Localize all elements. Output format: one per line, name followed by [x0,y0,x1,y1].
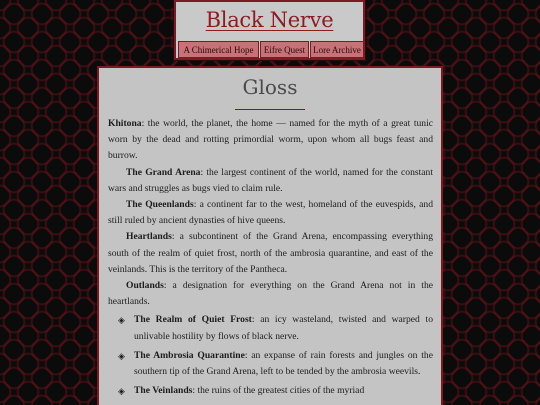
gloss-term: Khitona [108,118,142,129]
site-header [174,0,365,60]
nav-link-lore-archive[interactable]: Lore Archive [310,41,364,58]
page-title: Gloss [242,75,298,99]
gloss-entry-grand-arena [108,165,433,197]
gloss-term: Heartlands [126,231,172,243]
gloss-content [99,116,441,399]
nav-link-eifre-quest[interactable]: Eifre Quest [260,41,309,58]
list-item [118,348,433,380]
gloss-term: The Ambrosia Quarantine [134,349,245,361]
gloss-entry-khitona [108,116,433,165]
gloss-definition: : a continent far to the west, homeland of the euvespids, and still ruled by ancient dynasties of hive queens. [108,199,433,227]
gloss-definition: : the largest continent of the world, named for the constant wars and struggles as bugs vied to claim rule. [108,166,433,194]
gloss-definition: : an icy wasteland, twisted and warped to unlivable hostility by flows of black nerve. [134,314,433,342]
list-item [118,383,433,399]
gloss-definition: : a subcontinent of the Grand Arena, encompassing everything south of the realm of quiet frost, north of the ambrosia quarantine, and east of the veinlands. This is the territory of the Pantheca. [108,231,433,275]
list-item [118,312,433,344]
gloss-entry-heartlands [108,229,433,278]
gloss-term: The Realm of Quiet Frost [134,314,252,326]
main-nav [178,41,361,58]
gloss-definition: : the world, the planet, the home — named for the myth of a great tunic worn by the dead and rotting primordial worm, upon whom all bugs feast and burrow. [108,118,433,162]
gloss-definition: : an expanse of rain forests and jungles on the southern tip of the Grand Arena, left to be tended by the ambrosia weevils. [134,349,433,378]
diamond-bullet-icon: ◈ [118,350,125,361]
title-divider [235,109,305,110]
site-title-link[interactable]: Black Nerve [205,8,334,32]
gloss-term: The Queenlands [126,199,194,211]
diamond-bullet-icon: ◈ [118,386,125,397]
nav-link-a-chimerical-hope[interactable]: A Chimerical Hope [178,41,259,58]
content-panel [97,66,443,405]
outlands-subentries [108,312,433,399]
gloss-definition: : a designation for everything on the Grand Arena not in the heartlands. [108,280,433,308]
gloss-term: Outlands [126,280,164,292]
gloss-entry-queenlands [108,197,433,229]
gloss-definition: : the ruins of the greatest cities of the myriad [192,385,365,397]
gloss-entry-outlands [108,278,433,310]
diamond-bullet-icon: ◈ [118,315,125,326]
gloss-term: The Grand Arena [126,166,201,178]
gloss-term: The Veinlands [134,385,193,397]
